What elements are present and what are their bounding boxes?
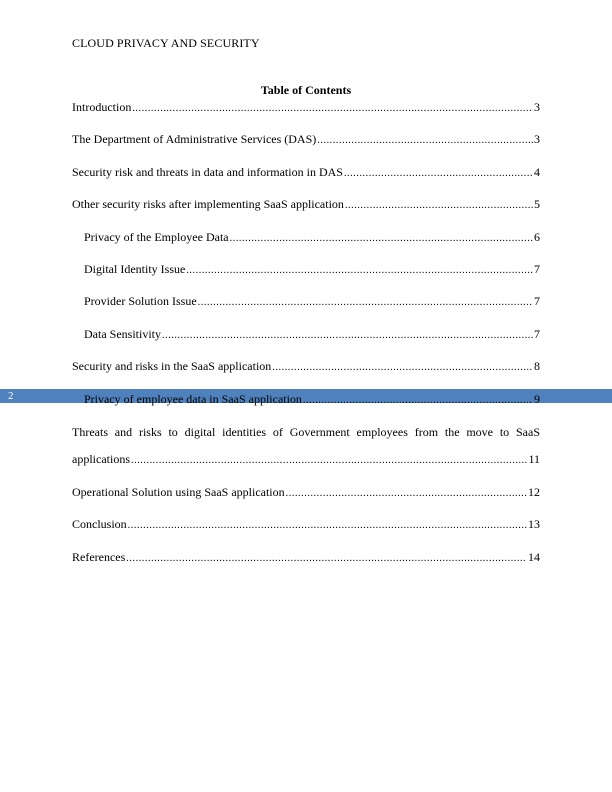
toc-entry-label: applications bbox=[72, 452, 130, 466]
toc-entry-label: Operational Solution using SaaS application bbox=[72, 485, 285, 499]
toc-page-number: 13 bbox=[528, 517, 540, 531]
toc-entry-label: Digital Identity Issue bbox=[84, 262, 186, 276]
running-head: CLOUD PRIVACY AND SECURITY bbox=[72, 36, 260, 50]
dot-leader bbox=[128, 518, 527, 532]
dot-leader bbox=[317, 133, 533, 147]
dot-leader bbox=[345, 198, 533, 212]
toc-page-number: 9 bbox=[534, 392, 540, 406]
dot-leader bbox=[272, 360, 533, 374]
toc-entry-introduction[interactable] bbox=[72, 99, 540, 115]
toc-entry-security-risks-saas[interactable] bbox=[72, 358, 540, 374]
toc-page-number: 8 bbox=[534, 359, 540, 373]
toc-page-number: 3 bbox=[534, 132, 540, 146]
toc-entry-label: Introduction bbox=[72, 100, 132, 114]
toc-entry-provider-solution-issue[interactable] bbox=[84, 293, 540, 309]
toc-page-number: 7 bbox=[534, 294, 540, 308]
toc-entry-privacy-employee-data-saas[interactable] bbox=[84, 391, 540, 407]
dot-leader bbox=[286, 486, 527, 500]
toc-entry-operational-solution[interactable] bbox=[72, 484, 540, 500]
page-number: 2 bbox=[8, 390, 14, 402]
toc-page-number: 7 bbox=[534, 327, 540, 341]
toc-page-number: 5 bbox=[534, 197, 540, 211]
toc-entry-threats-digital-identities[interactable] bbox=[72, 451, 540, 467]
toc-entry-label: Conclusion bbox=[72, 517, 127, 531]
toc-entry-label: Data Sensitivity bbox=[84, 327, 161, 341]
toc-entry-security-risk-threats[interactable] bbox=[72, 164, 540, 180]
toc-entry-das[interactable] bbox=[72, 131, 540, 147]
toc-entry-label: Privacy of employee data in SaaS application bbox=[84, 392, 302, 406]
toc-entry-label: Security and risks in the SaaS application bbox=[72, 359, 272, 373]
toc-entry-references[interactable] bbox=[72, 549, 540, 565]
toc-entry-digital-identity-issue[interactable] bbox=[84, 261, 540, 277]
toc-entry-label: References bbox=[72, 550, 126, 564]
toc-entry-threats-digital-identities-line1[interactable] bbox=[72, 424, 540, 440]
toc-entry-other-security-risks[interactable] bbox=[72, 196, 540, 212]
toc-entry-label: Other security risks after implementing SaaS application bbox=[72, 197, 344, 211]
toc-entry-label: The Department of Administrative Services (DAS) bbox=[72, 132, 317, 146]
dot-leader bbox=[186, 263, 533, 277]
dot-leader bbox=[162, 328, 533, 342]
toc-entry-label: Security risk and threats in data and information in DAS bbox=[72, 165, 343, 179]
dot-leader bbox=[131, 453, 527, 467]
toc-page-number: 3 bbox=[534, 100, 540, 114]
dot-leader bbox=[344, 166, 533, 180]
dot-leader bbox=[230, 231, 533, 245]
toc-page-number: 12 bbox=[528, 485, 540, 499]
toc-page-number: 7 bbox=[534, 262, 540, 276]
toc-page-number: 4 bbox=[534, 165, 540, 179]
toc-entry-label: Threats and risks to digital identities of Government employees from the move to SaaS bbox=[72, 425, 540, 439]
toc-entry-data-sensitivity[interactable] bbox=[84, 326, 540, 342]
dot-leader bbox=[303, 393, 533, 407]
toc-page-number: 6 bbox=[534, 230, 540, 244]
toc-page-number: 11 bbox=[528, 452, 540, 466]
dot-leader bbox=[132, 101, 533, 115]
toc-page-number: 14 bbox=[528, 550, 540, 564]
toc-entry-label: Privacy of the Employee Data bbox=[84, 230, 229, 244]
dot-leader bbox=[126, 551, 527, 565]
toc-title: Table of Contents bbox=[260, 83, 352, 97]
dot-leader bbox=[198, 295, 533, 309]
toc-entry-privacy-employee-data[interactable] bbox=[84, 229, 540, 245]
toc-entry-conclusion[interactable] bbox=[72, 516, 540, 532]
toc-entry-label: Provider Solution Issue bbox=[84, 294, 197, 308]
